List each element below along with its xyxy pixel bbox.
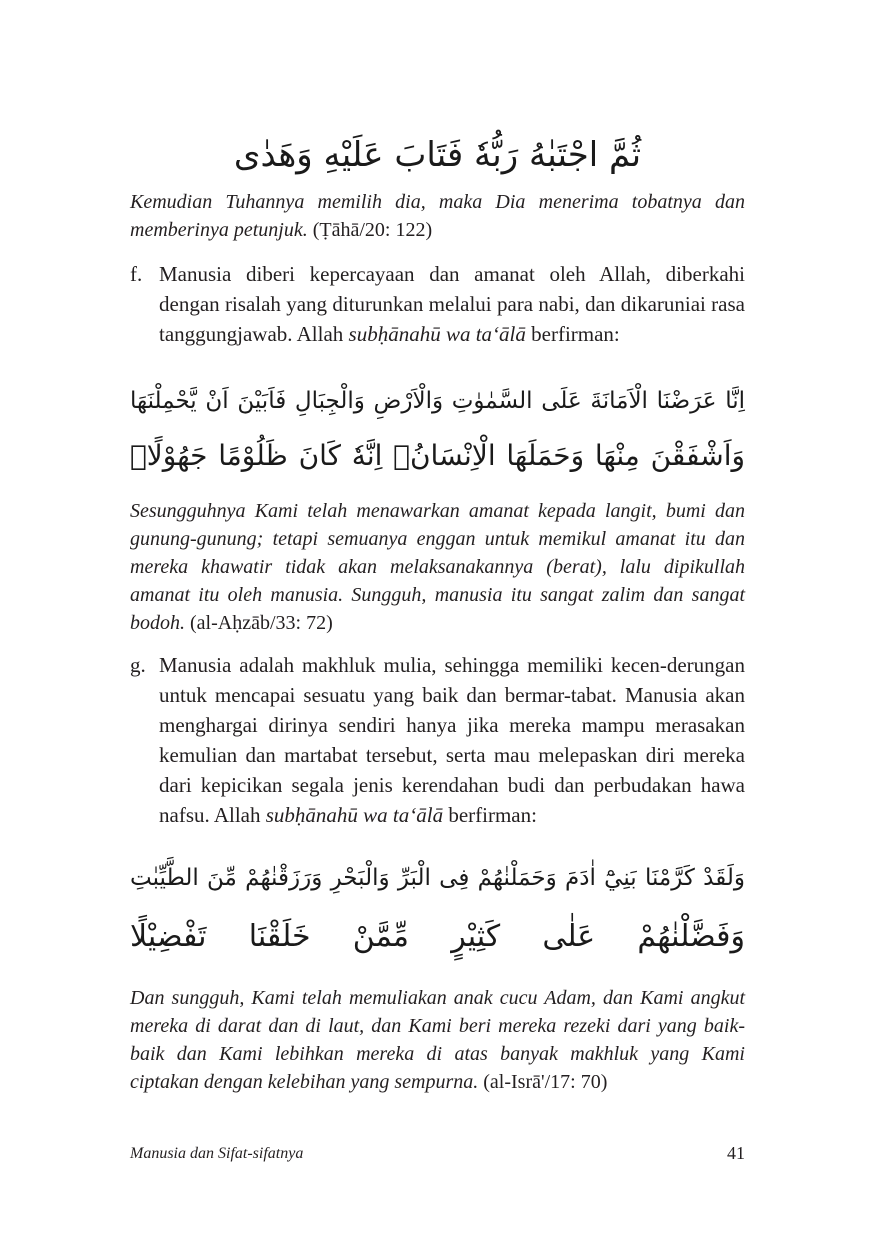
arabic-verse-taha-122: ثُمَّ اجْتَبٰهُ رَبُّهٗ فَتَابَ عَلَيْهِ وَهَدٰى <box>233 135 642 175</box>
translation-text: Sesungguhnya Kami telah menawarkan amanat kepada langit, bumi dan gunung-gunung; tetapi semuanya enggan untuk memikul amanat itu dan mereka khawatir tidak akan melaksanakannya (berat), lalu dipikullah amanat itu oleh manusia. Sungguh, manusia itu sangat zalim dan sangat bodoh. <box>130 500 745 634</box>
item-text-main: Manusia diberi kepercayaan dan amanat oleh Allah, diberkahi dengan risalah yang diturunkan melalui para nabi, dan dikaruniai rasa tanggungjawab. Allah <box>159 262 745 346</box>
page-number: 41 <box>727 1143 745 1163</box>
translation-text: Dan sungguh, Kami telah memuliakan anak cucu Adam, dan Kami angkut mereka di darat dan di laut, dan Kami beri mereka rezeki dari yang baik-baik dan Kami lebihkan mereka di atas banyak makhluk yang Kami ciptakan dengan kelebihan yang sempurna. <box>130 987 745 1093</box>
verse-reference: (al-Aḥzāb/33: 72) <box>190 612 333 634</box>
list-marker: f. <box>130 262 143 286</box>
list-marker: g. <box>130 653 146 677</box>
running-footer-title: Manusia dan Sifat-sifatnya <box>130 1145 304 1162</box>
list-item-text <box>159 650 745 830</box>
arabic-verse-ahzab-72-line2: وَاَشْفَقْنَ مِنْهَا وَحَمَلَهَا الْاِنْسَانُۗ اِنَّهٗ كَانَ ظَلُوْمًا جَهُوْلًاۙ <box>130 439 745 472</box>
list-item-g <box>130 650 745 830</box>
item-text-italic: subḥānahū wa ta‘ālā <box>348 322 526 346</box>
translation-ahzab-72 <box>130 497 745 637</box>
translation-taha-122 <box>130 188 745 244</box>
arabic-verse-isra-70-line1: وَلَقَدْ كَرَّمْنَا بَنِيْٓ اٰدَمَ وَحَمَلْنٰهُمْ فِى الْبَرِّ وَالْبَحْرِ وَرَزَقْنٰهُمْ مِّنَ الطَّيِّبٰتِ <box>130 865 745 891</box>
list-item-text <box>159 259 745 349</box>
item-text-end: berfirman: <box>448 803 537 827</box>
arabic-verse-isra-70-line2: وَفَضَّلْنٰهُمْ عَلٰى كَثِيْرٍ مِّمَّنْ خَلَقْنَا تَفْضِيْلًا <box>130 919 745 954</box>
list-item-f <box>130 259 745 349</box>
verse-reference: (Ṭāhā/20: 122) <box>312 219 433 241</box>
translation-isra-70 <box>130 984 745 1096</box>
verse-reference: (al-Isrā'/17: 70) <box>483 1071 608 1093</box>
item-text-main: Manusia adalah makhluk mulia, sehingga memiliki kecen-derungan untuk mencapai sesuatu yang baik dan bermar-tabat. Manusia akan menghargai dirinya sendiri hanya jika mereka mampu merasakan kemulian dan martabat tersebut, serta mau melepaskan diri mereka dari kepicikan segala jenis kerendahan budi dan perbudakan hawa nafsu. Allah <box>159 653 745 827</box>
arabic-verse-ahzab-72-line1: اِنَّا عَرَضْنَا الْاَمَانَةَ عَلَى السَّمٰوٰتِ وَالْاَرْضِ وَالْجِبَالِ فَاَبَيْنَ اَنْ يَّحْمِلْنَهَا <box>130 388 745 414</box>
item-text-italic: subḥānahū wa ta‘ālā <box>265 803 444 827</box>
item-text-end: berfirman: <box>531 322 620 346</box>
translation-text: Kemudian Tuhannya memilih dia, maka Dia menerima tobatnya dan memberinya petunjuk. <box>130 191 745 241</box>
